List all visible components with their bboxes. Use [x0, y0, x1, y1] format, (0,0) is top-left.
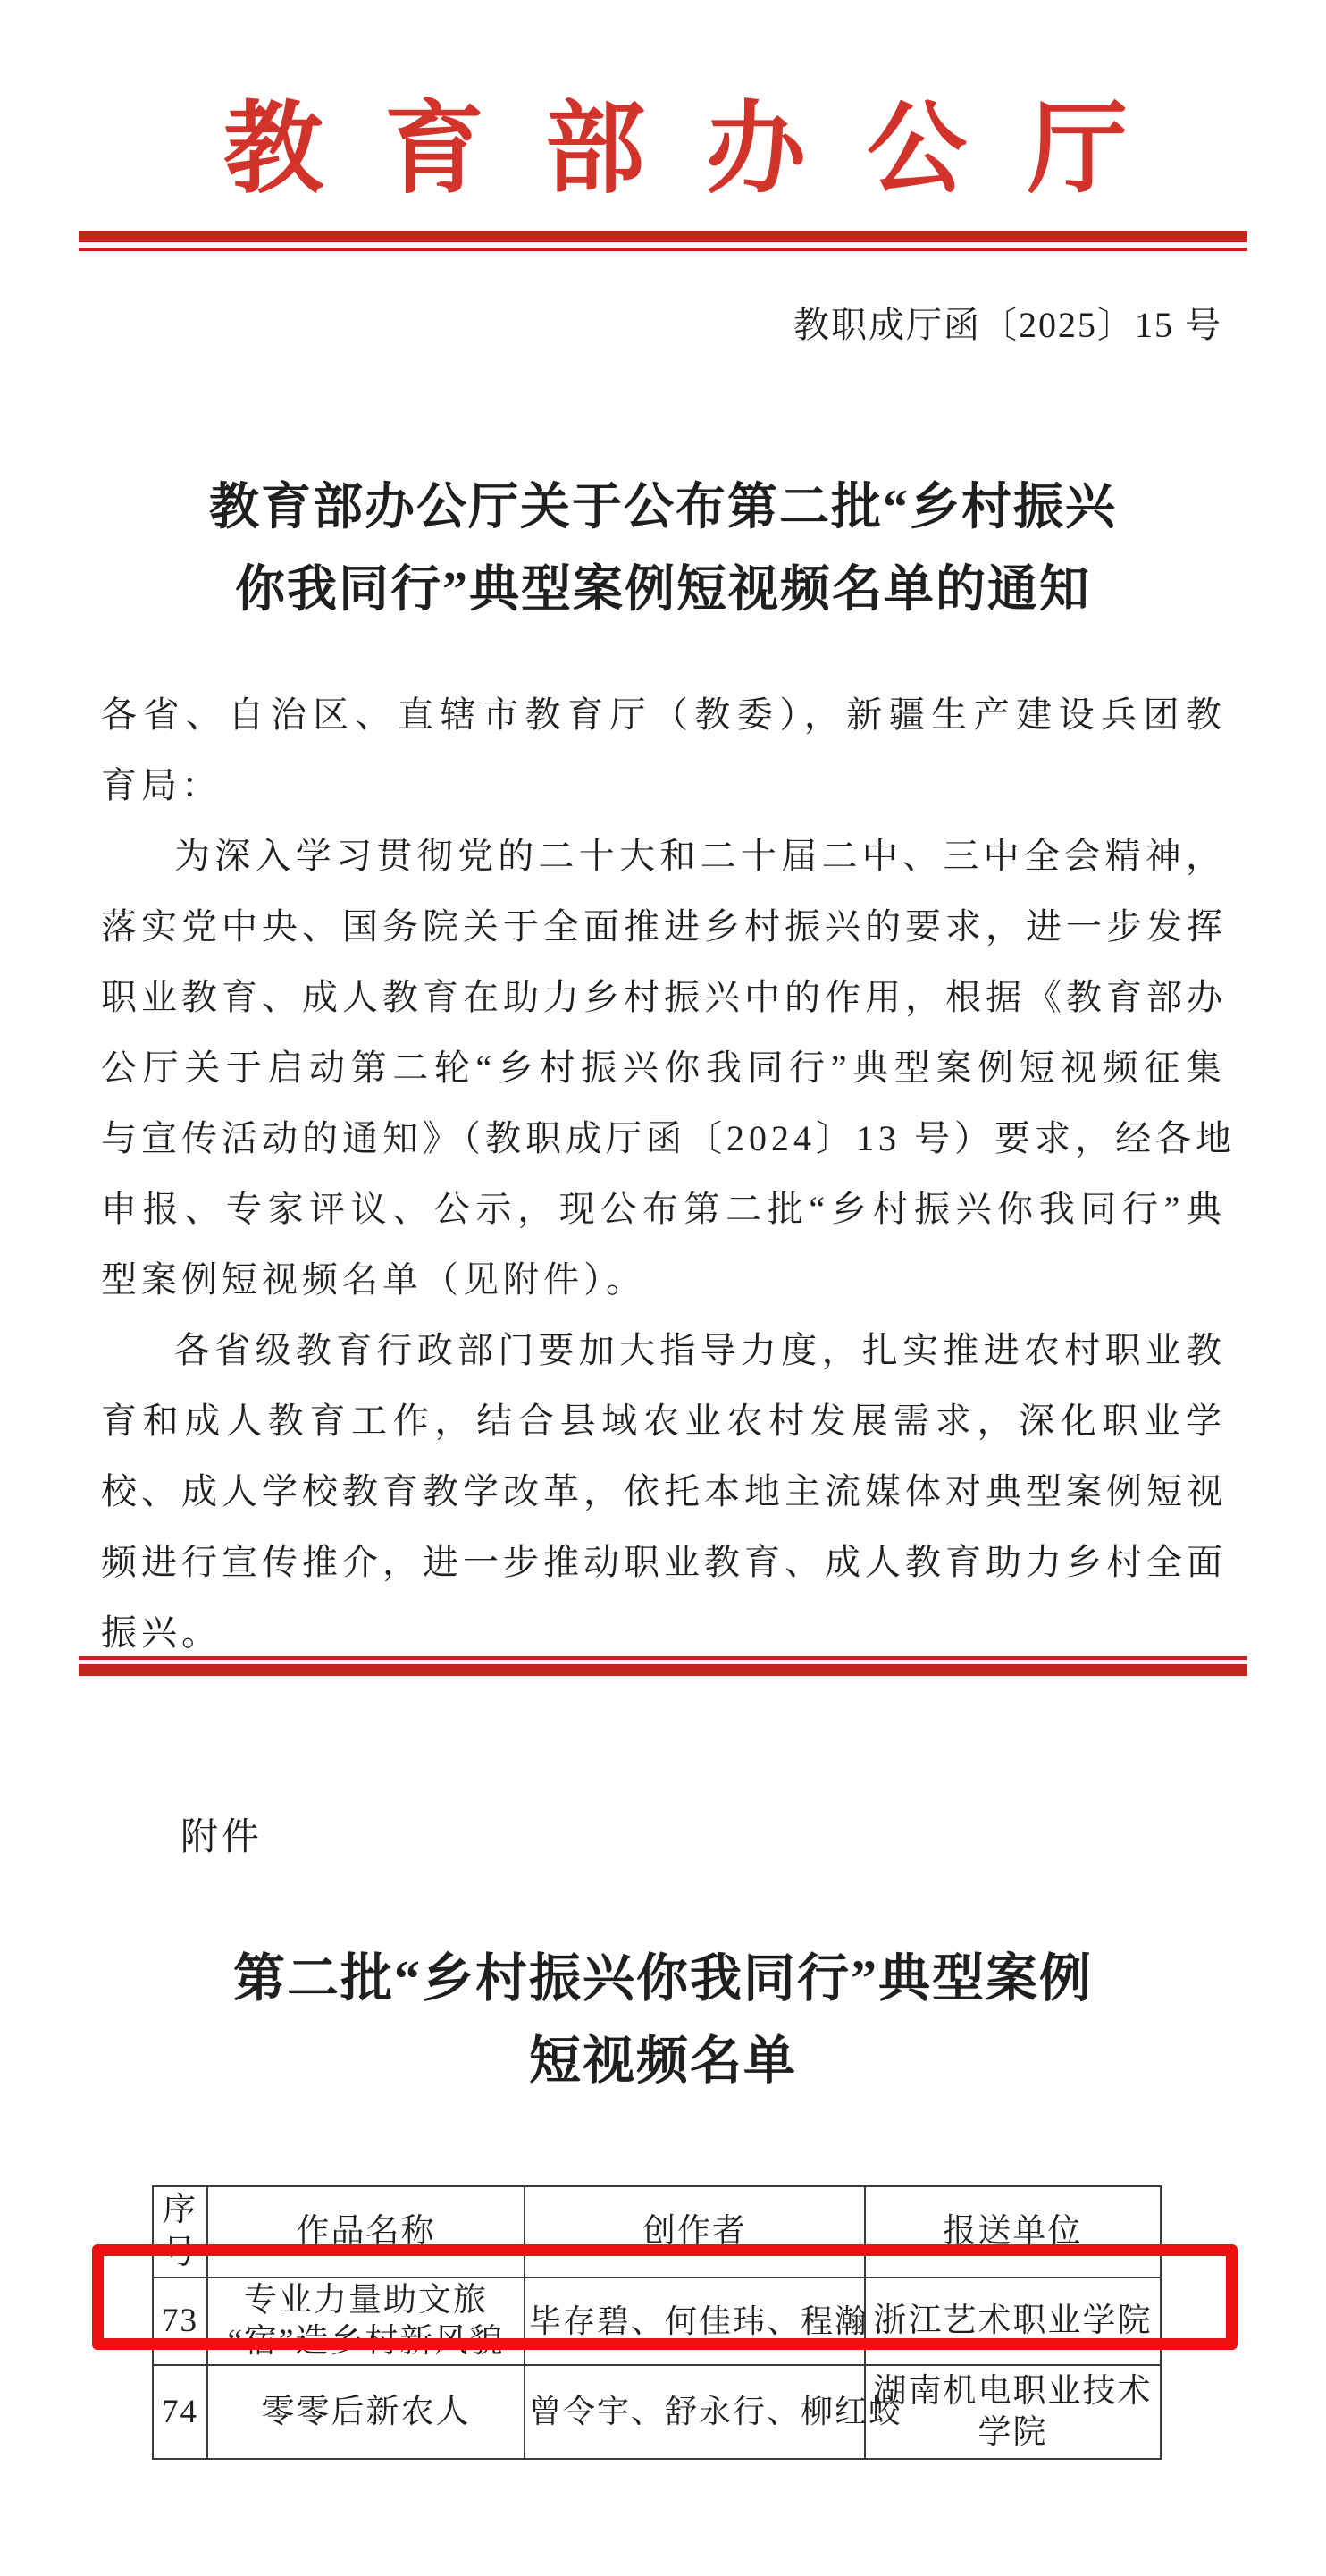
agency-char: 育	[384, 95, 484, 206]
body-line: 频进行宣传推介，进一步推动职业教育、成人教育助力乡村全面	[101, 1542, 1227, 1582]
header-work-title: 作品名称	[207, 2186, 525, 2277]
agency-letterhead	[223, 95, 1128, 206]
document-title	[0, 467, 1326, 631]
document-title-line: 教育部办公厅关于公布第二批“乡村振兴	[209, 480, 1117, 535]
work-title-line: 专业力量助文旅	[244, 2282, 488, 2319]
attachment-label: 附件	[180, 1815, 264, 1857]
attachment-title-line: 第二批“乡村振兴你我同行”典型案例	[232, 1949, 1093, 2008]
unit-line: 浙江艺术职业学院	[873, 2302, 1153, 2340]
body-line: 与宣传活动的通知》（教职成厅函〔2024〕13 号）要求，经各地	[101, 1118, 1236, 1158]
body-line: 申报、专家评议、公示，现公布第二批“乡村振兴你我同行”典	[101, 1189, 1226, 1229]
bottom-rule-thick	[79, 1664, 1247, 1676]
agency-char: 厅	[1028, 95, 1128, 206]
body-line: 各省级教育行政部门要加大指导力度，扎实推进农村职业教	[174, 1330, 1226, 1370]
cell-serial-number: 73	[153, 2277, 207, 2365]
body-line: 为深入学习贯彻党的二十大和二十届二中、三中全会精神，	[174, 836, 1226, 876]
attachment-title-line: 短视频名单	[528, 2032, 797, 2090]
unit-line: 学院	[978, 2413, 1048, 2451]
header-serial-number: 序号	[153, 2186, 207, 2277]
document-body	[101, 679, 1236, 1668]
cell-serial-number: 74	[153, 2365, 207, 2459]
body-line: 育局：	[101, 765, 222, 805]
cell-work-title	[207, 2365, 525, 2459]
attachment-title	[0, 1938, 1326, 2102]
body-line: 落实党中央、国务院关于全面推进乡村振兴的要求，进一步发挥	[101, 906, 1227, 947]
body-line: 职业教育、成人教育在助力乡村振兴中的作用，根据《教育部办	[101, 977, 1227, 1017]
body-line: 各省、自治区、直辖市教育厅（教委），新疆生产建设兵团教	[101, 695, 1226, 735]
body-line: 型案例短视频名单（见附件）。	[101, 1259, 646, 1300]
agency-char: 公	[867, 95, 967, 206]
header-creators: 创作者	[525, 2186, 865, 2277]
cell-submitting-unit	[865, 2365, 1161, 2459]
cell-creators: 曾令宇、舒永行、柳红蛟	[525, 2365, 865, 2459]
highlight-annotation-box	[92, 2244, 1238, 2350]
agency-char: 教	[223, 95, 323, 206]
header-submitting-unit: 报送单位	[865, 2186, 1161, 2277]
top-rule-thick	[79, 231, 1247, 242]
bottom-rule-thin	[79, 1656, 1247, 1660]
unit-line: 湖南机电职业技术	[873, 2372, 1153, 2410]
top-rule-thin	[79, 248, 1247, 251]
table-row	[153, 2365, 1161, 2459]
work-title-line: “宿”造乡村新风貌	[227, 2323, 505, 2361]
agency-char: 部	[545, 95, 645, 206]
body-line: 公厅关于启动第二轮“乡村振兴你我同行”典型案例短视频征集	[101, 1048, 1226, 1088]
work-title-line: 零零后新农人	[261, 2393, 471, 2430]
body-line: 振兴。	[101, 1612, 222, 1653]
body-line: 育和成人教育工作，结合县域农业农村发展需求，深化职业学	[101, 1401, 1226, 1441]
document-title-line: 你我同行”典型案例短视频名单的通知	[235, 562, 1091, 618]
cell-creators: 毕存碧、何佳玮、程瀚	[525, 2277, 865, 2365]
document-number: 教职成厅函〔2025〕15 号	[793, 305, 1222, 345]
agency-char: 办	[706, 95, 806, 206]
body-line: 校、成人学校教育教学改革，依托本地主流媒体对典型案例短视	[101, 1471, 1227, 1511]
